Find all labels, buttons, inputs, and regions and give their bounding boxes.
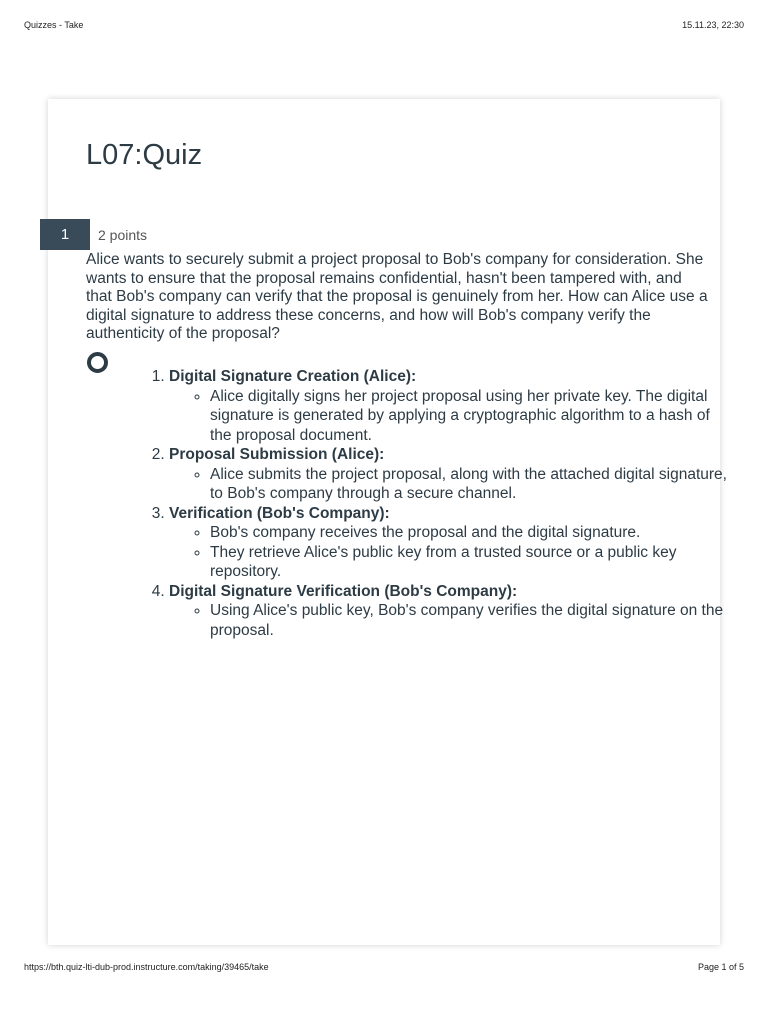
answer-step — [169, 582, 729, 641]
answer-step-title: Digital Signature Creation (Alice): — [169, 368, 417, 385]
answer-step-detail: ◦ Alice digitally signs her project proposal using her private key. The digital signature is generated by applying a cryptographic algorithm to a hash of the proposal document. — [210, 387, 729, 446]
answer-step-title: Digital Signature Verification (Bob's Company): — [169, 582, 518, 600]
answer-step-detail: ◦ Bob's company receives the proposal and the digital signature. — [210, 523, 729, 543]
answer-steps-list — [147, 367, 729, 640]
answer-step-title: Verification (Bob's Company): — [169, 504, 390, 522]
answer-step — [169, 504, 729, 582]
answer-radio-button[interactable] — [87, 352, 108, 373]
answer-step-details — [169, 523, 729, 582]
answer-step-detail: ◦ Alice submits the project proposal, along with the attached digital signature, to Bob's company through a secure channel. — [210, 465, 729, 504]
answer-step-details — [169, 465, 729, 504]
print-url: https://bth.quiz-lti-dub-prod.instructure.com/taking/39465/take — [24, 962, 269, 972]
print-header — [24, 20, 744, 30]
answer-step-details — [169, 601, 729, 640]
answer-step-details — [169, 387, 729, 446]
quiz-title: L07:Quiz — [86, 139, 203, 171]
question-points: 2 points — [98, 227, 148, 243]
answer-step — [169, 445, 729, 504]
answer-step — [169, 367, 729, 445]
print-footer — [24, 962, 744, 972]
question-text: Alice wants to securely submit a project proposal to Bob's company for consideration. She wants to ensure that the proposal remains confidential, hasn't been tampered with, and that Bob's company can verify that the proposal is genuinely from her. How can Alice use a digital signature to address these concerns, and how will Bob's company verify the authenticity of the proposal? — [86, 251, 708, 342]
print-page-title: Quizzes - Take — [24, 20, 84, 30]
answer-step-detail: ◦ Using Alice's public key, Bob's company verifies the digital signature on the proposal. — [210, 601, 729, 640]
print-datetime: 15.11.23, 22:30 — [682, 20, 744, 30]
question-number-badge: 1 — [40, 219, 90, 250]
answer-step-detail: ◦ They retrieve Alice's public key from a trusted source or a public key repository. — [210, 543, 729, 582]
quiz-card — [48, 99, 727, 945]
print-page-number: Page 1 of 5 — [697, 962, 744, 972]
answer-step-title: Proposal Submission (Alice): — [169, 446, 385, 463]
